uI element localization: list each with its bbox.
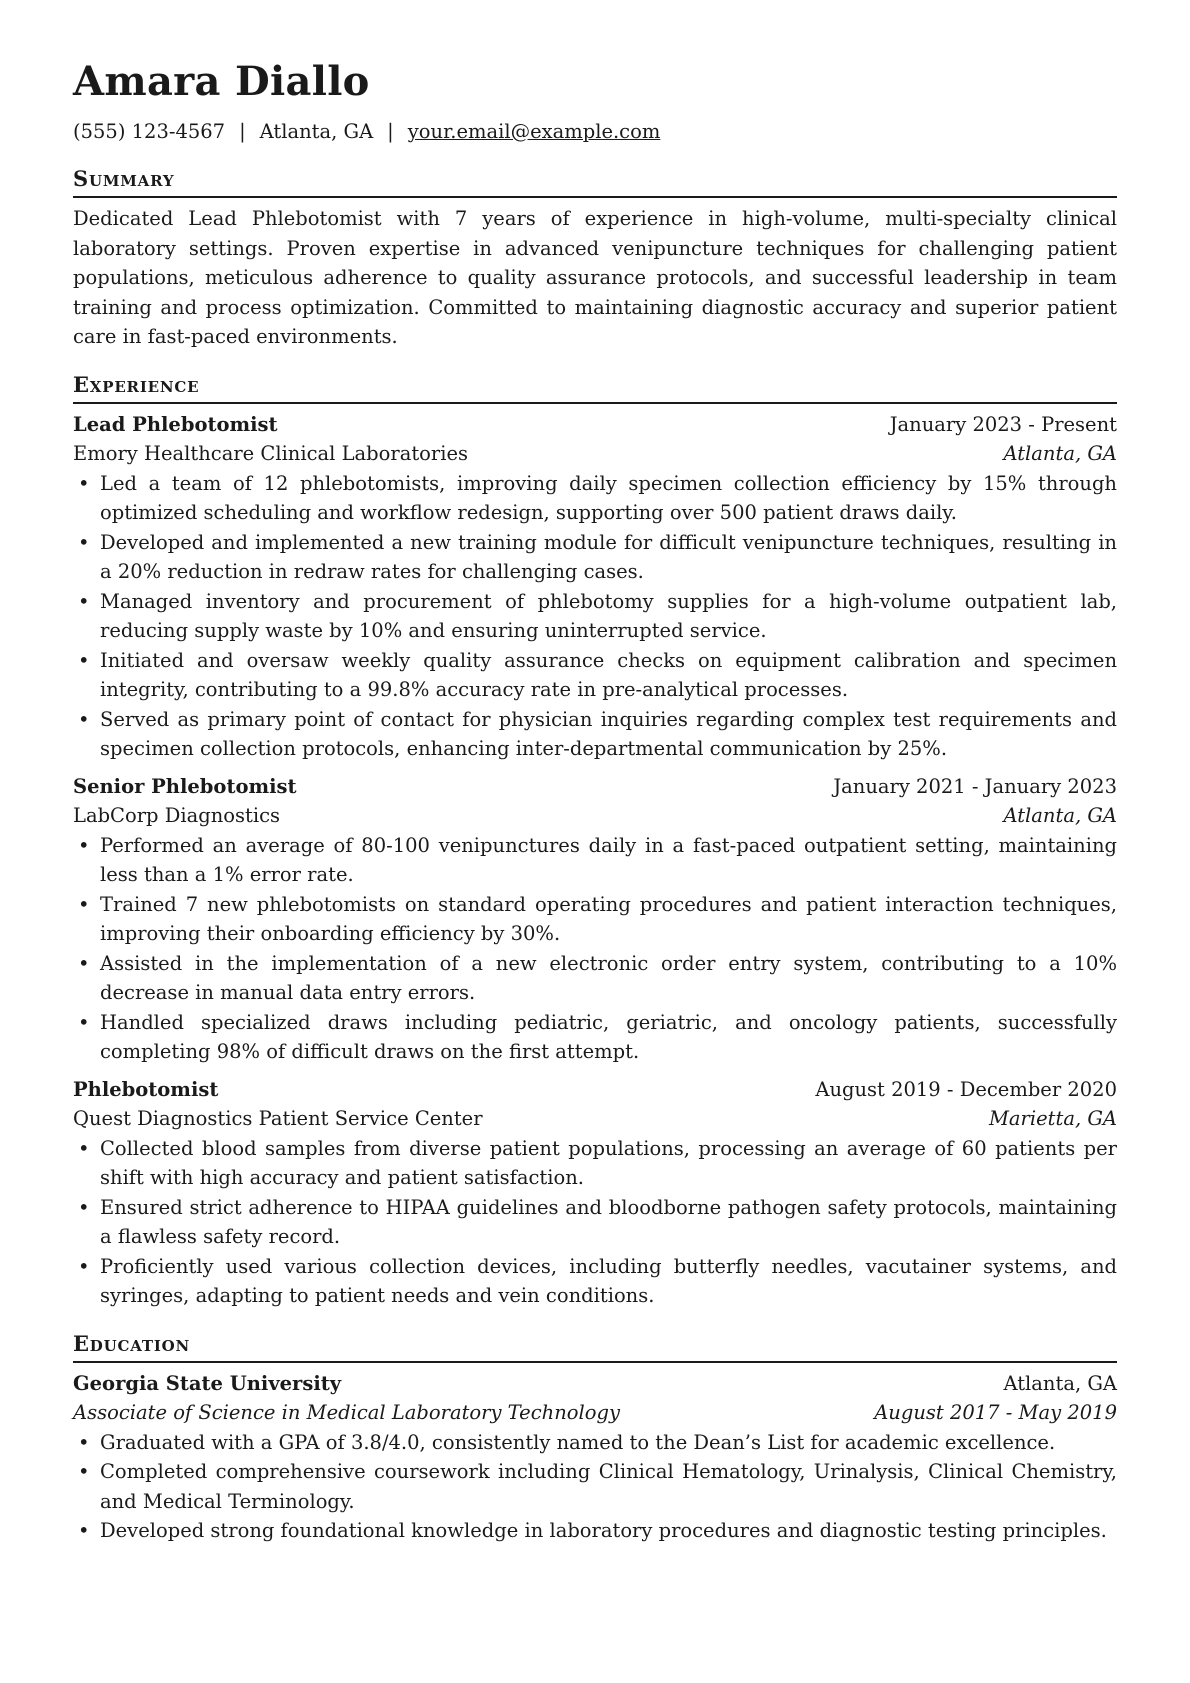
bullet-item: • Completed comprehensive coursework including Clinical Hematology, Urinalysis, Clinical Chemistry, and Medical Terminology. — [73, 1457, 1117, 1516]
bullet-item: • Handled specialized draws including pediatric, geriatric, and oncology patients, successfully completing 98% of difficult draws on the first attempt. — [73, 1008, 1117, 1067]
bullet-item: • Initiated and oversaw weekly quality assurance checks on equipment calibration and specimen integrity, contributing to a 99.8% accuracy rate in pre-analytical processes. — [73, 646, 1117, 705]
job-dates: January 2023 - Present — [889, 412, 1117, 436]
candidate-name: Amara Diallo — [73, 58, 370, 105]
job-bullets — [73, 1134, 1117, 1311]
job-entry — [73, 410, 1117, 764]
bullet-item: • Served as primary point of contact for physician inquiries regarding complex test requirements and specimen collection protocols, enhancing inter-departmental communication by 25%. — [73, 705, 1117, 764]
bullet-item: • Led a team of 12 phlebotomists, improving daily specimen collection efficiency by 15% through optimized scheduling and workflow redesign, supporting over 500 patient draws daily. — [73, 469, 1117, 528]
education-dates: August 2017 - May 2019 — [874, 1401, 1117, 1424]
contact-location: Atlanta, GA — [259, 120, 374, 143]
job-dates: August 2019 - December 2020 — [815, 1077, 1117, 1101]
bullet-item: • Managed inventory and procurement of phlebotomy supplies for a high-volume outpatient lab, reducing supply waste by 10% and ensuring uninterrupted service. — [73, 587, 1117, 646]
job-location: Atlanta, GA — [1003, 442, 1117, 465]
job-location: Marietta, GA — [988, 1107, 1117, 1130]
degree-name: Associate of Science in Medical Laboratory Technology — [73, 1401, 620, 1424]
job-entry — [73, 772, 1117, 1067]
job-title: Lead Phlebotomist — [73, 412, 278, 436]
job-dates: January 2021 - January 2023 — [833, 774, 1117, 798]
contact-separator: | — [239, 120, 246, 143]
job-company: Quest Diagnostics Patient Service Center — [73, 1107, 483, 1130]
bullet-item: • Collected blood samples from diverse patient populations, processing an average of 60 patients per shift with high accuracy and patient satisfaction. — [73, 1134, 1117, 1193]
job-title: Senior Phlebotomist — [73, 774, 297, 798]
bullet-item: • Proficiently used various collection devices, including butterfly needles, vacutainer systems, and syringes, adapting to patient needs and vein conditions. — [73, 1252, 1117, 1311]
bullet-item: • Trained 7 new phlebotomists on standard operating procedures and patient interaction techniques, improving their onboarding efficiency by 30%. — [73, 890, 1117, 949]
experience-heading: Experience — [73, 370, 1117, 404]
education-bullets — [73, 1428, 1117, 1546]
bullet-item: • Assisted in the implementation of a new electronic order entry system, contributing to a 10% decrease in manual data entry errors. — [73, 949, 1117, 1008]
job-bullets — [73, 831, 1117, 1067]
bullet-item: • Ensured strict adherence to HIPAA guidelines and bloodborne pathogen safety protocols, maintaining a flawless safety record. — [73, 1193, 1117, 1252]
summary-text: Dedicated Lead Phlebotomist with 7 years of experience in high-volume, multi-specialty clinical laboratory settings. Proven expertise in advanced venipuncture techniques for challenging patient populations, meticulous adherence to quality assurance protocols, and successful leadership in team training and process optimization. Committed to maintaining diagnostic accuracy and superior patient care in fast-paced environments. — [73, 207, 1117, 348]
education-heading: Education — [73, 1329, 1117, 1363]
email-link[interactable]: your.email@example.com — [407, 120, 661, 143]
bullet-item: • Developed and implemented a new training module for difficult venipuncture techniques, resulting in a 20% reduction in redraw rates for challenging cases. — [73, 528, 1117, 587]
job-entry — [73, 1075, 1117, 1311]
education-entry — [73, 1369, 1117, 1546]
school-location: Atlanta, GA — [1003, 1371, 1117, 1395]
summary-heading: Summary — [73, 164, 1117, 198]
job-title: Phlebotomist — [73, 1077, 219, 1101]
bullet-item: • Graduated with a GPA of 3.8/4.0, consistently named to the Dean’s List for academic excellence. — [73, 1428, 1117, 1458]
bullet-item: • Performed an average of 80-100 venipunctures daily in a fast-paced outpatient setting, maintaining less than a 1% error rate. — [73, 831, 1117, 890]
job-company: LabCorp Diagnostics — [73, 804, 281, 827]
job-company: Emory Healthcare Clinical Laboratories — [73, 442, 469, 465]
school-name: Georgia State University — [73, 1371, 342, 1395]
contact-separator: | — [387, 120, 394, 143]
job-location: Atlanta, GA — [1003, 804, 1117, 827]
job-bullets — [73, 469, 1117, 764]
contact-line — [73, 118, 1117, 146]
bullet-item: • Developed strong foundational knowledge in laboratory procedures and diagnostic testing principles. — [73, 1516, 1117, 1546]
phone-number: (555) 123-4567 — [73, 120, 226, 143]
